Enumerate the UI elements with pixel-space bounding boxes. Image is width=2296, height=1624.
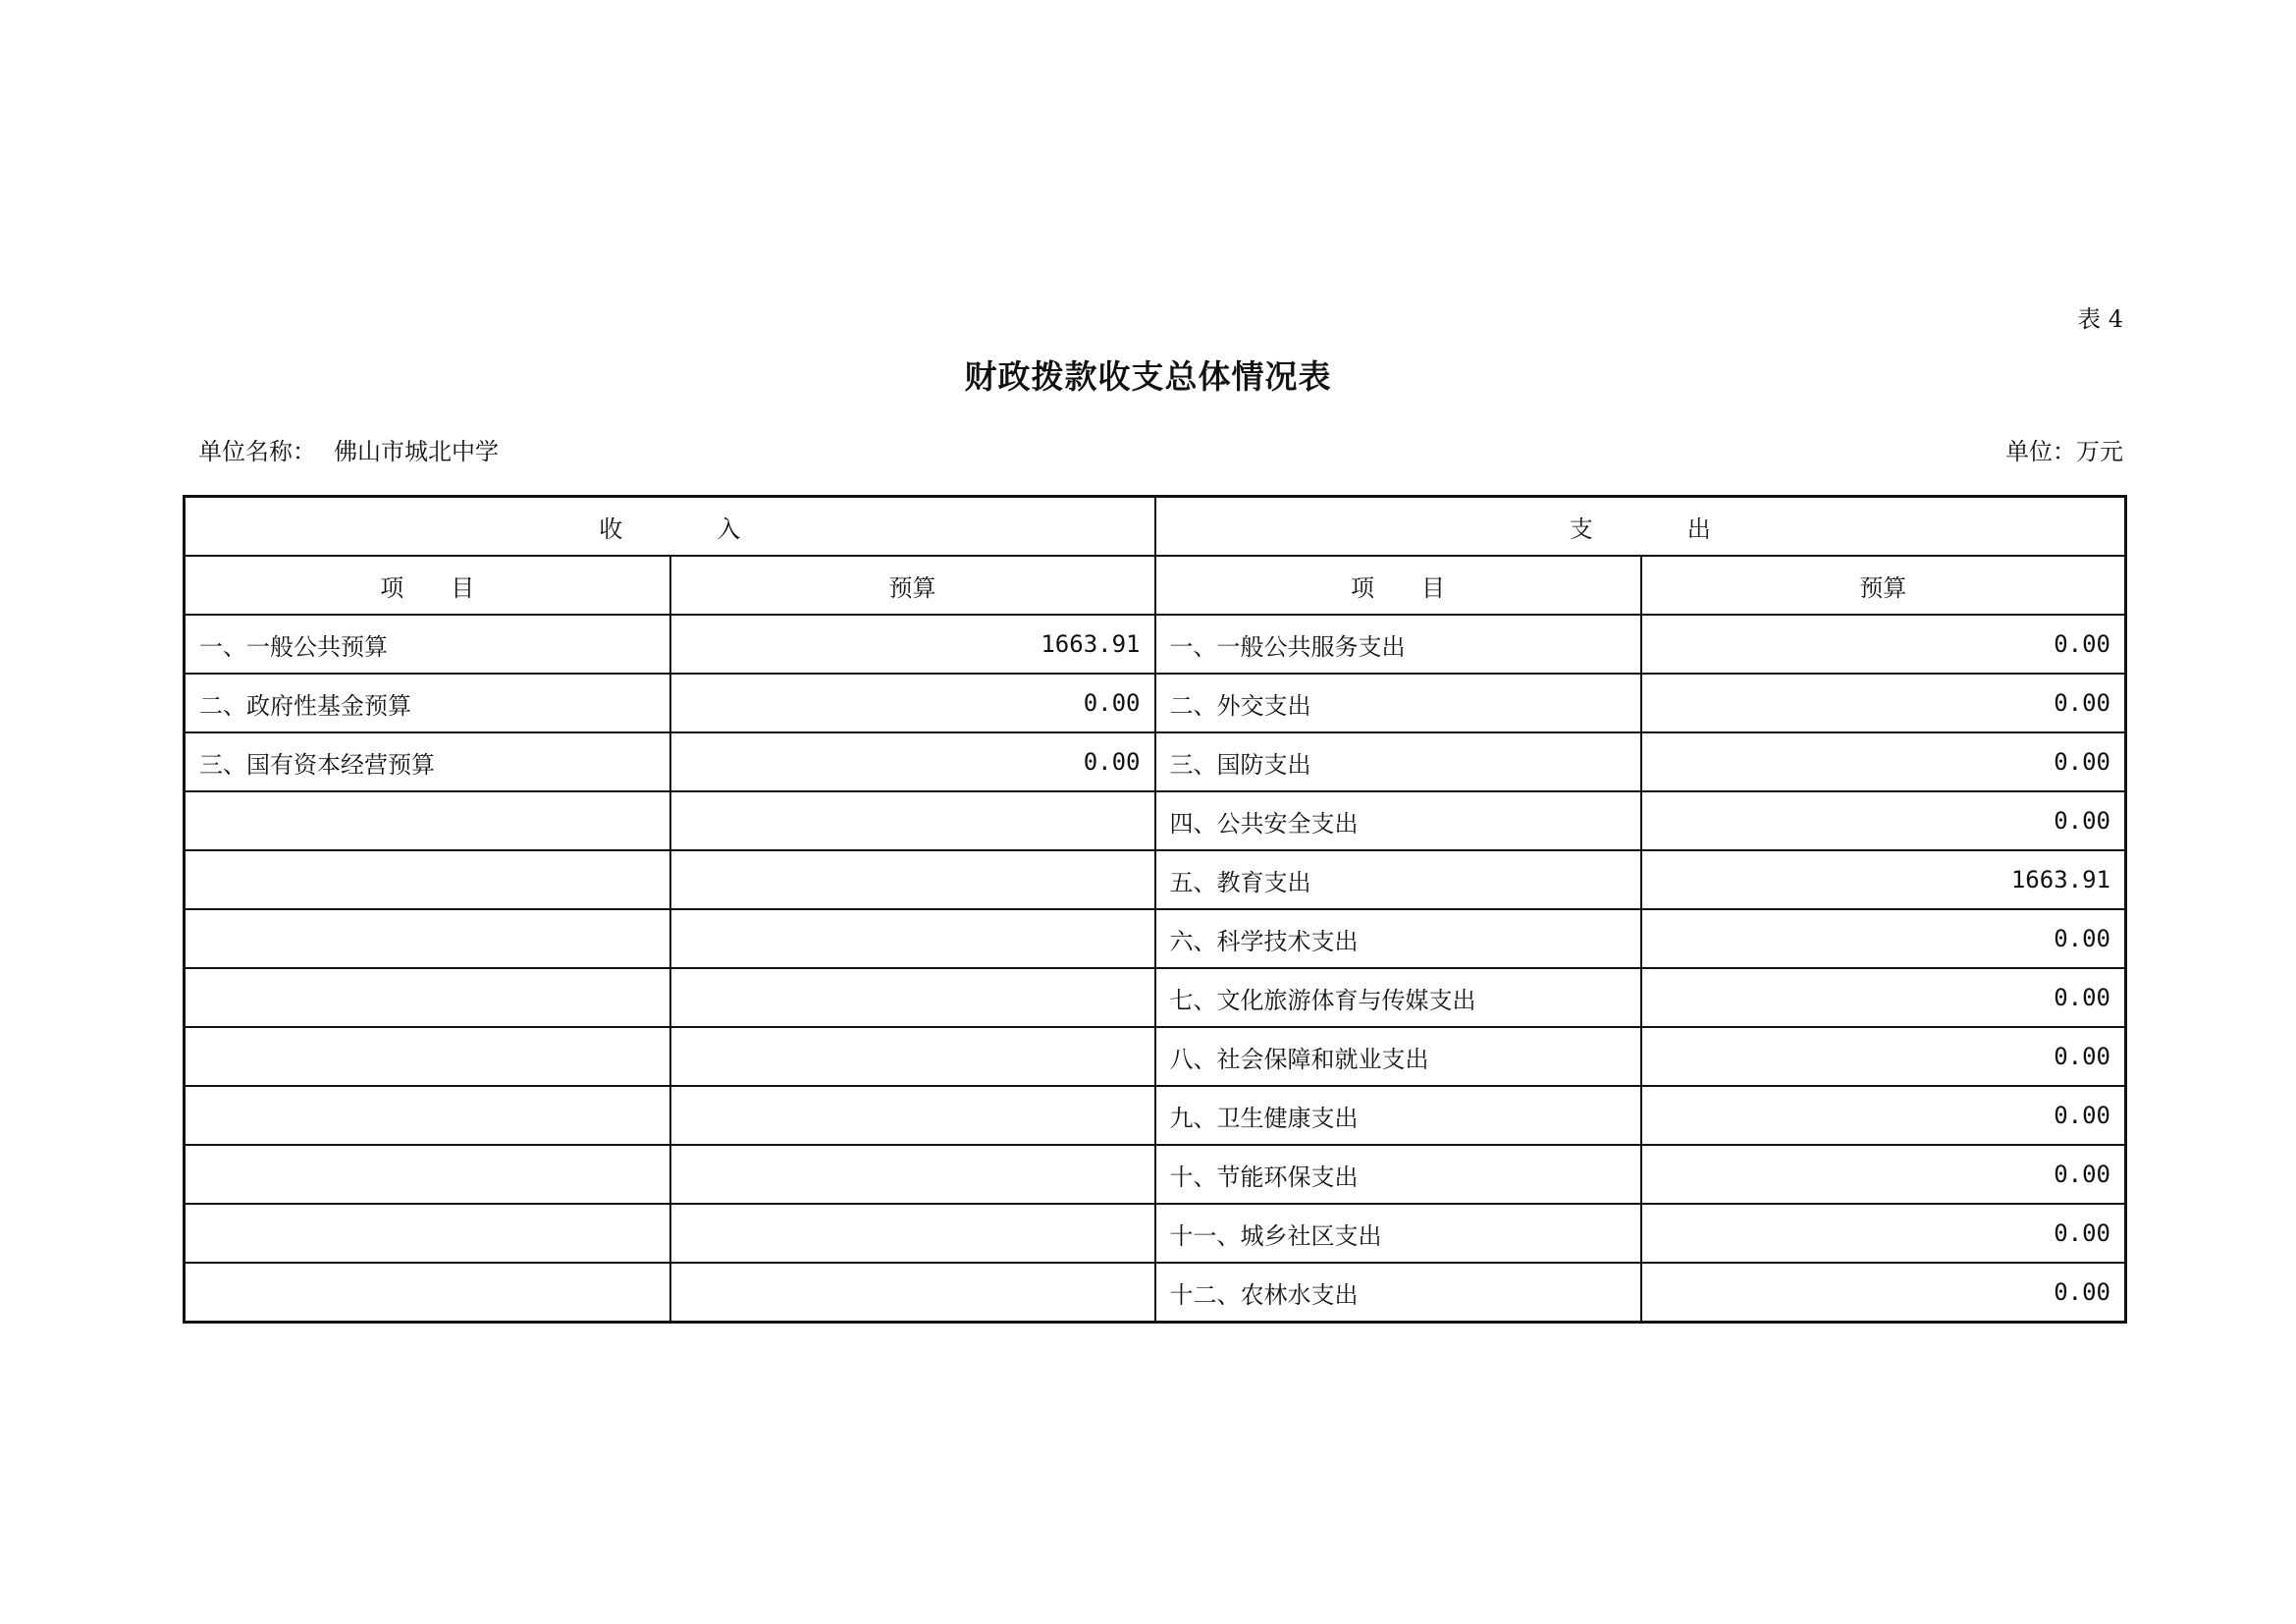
unit-name-label: 单位名称：	[198, 438, 316, 465]
income-budget-cell: 0.00	[670, 674, 1155, 732]
expense-budget-cell: 0.00	[1641, 1086, 2126, 1145]
table-row	[185, 732, 2126, 791]
income-budget-cell	[670, 909, 1155, 968]
income-budget-cell	[670, 791, 1155, 850]
income-item-cell	[185, 1027, 670, 1086]
table-row	[185, 1204, 2126, 1263]
budget-table	[183, 495, 2127, 1324]
table-row	[185, 968, 2126, 1027]
table-row	[185, 909, 2126, 968]
expense-item-cell: 四、公共安全支出	[1155, 791, 1641, 850]
expense-section-header: 支 出	[1155, 497, 2126, 557]
expense-budget-cell: 0.00	[1641, 1263, 2126, 1323]
income-item-cell: 三、国有资本经营预算	[185, 732, 670, 791]
income-budget-cell	[670, 1027, 1155, 1086]
table-row	[185, 1263, 2126, 1323]
expense-item-cell: 五、教育支出	[1155, 850, 1641, 909]
income-item-cell	[185, 968, 670, 1027]
budget-table-body	[185, 497, 2126, 1323]
expense-budget-header: 预算	[1641, 556, 2126, 615]
income-budget-cell	[670, 1086, 1155, 1145]
table-row	[185, 850, 2126, 909]
income-budget-cell	[670, 968, 1155, 1027]
income-item-cell	[185, 791, 670, 850]
section-header-row	[185, 497, 2126, 557]
expense-budget-cell: 0.00	[1641, 732, 2126, 791]
income-item-cell	[185, 1204, 670, 1263]
expense-budget-cell: 0.00	[1641, 791, 2126, 850]
income-item-cell	[185, 850, 670, 909]
income-item-header: 项 目	[185, 556, 670, 615]
income-item-cell	[185, 909, 670, 968]
income-budget-header: 预算	[670, 556, 1155, 615]
expense-item-cell: 七、文化旅游体育与传媒支出	[1155, 968, 1641, 1027]
expense-item-cell: 十、节能环保支出	[1155, 1145, 1641, 1204]
expense-item-cell: 九、卫生健康支出	[1155, 1086, 1641, 1145]
income-item-cell	[185, 1263, 670, 1323]
column-header-row	[185, 556, 2126, 615]
expense-budget-cell: 0.00	[1641, 1027, 2126, 1086]
expense-item-cell: 三、国防支出	[1155, 732, 1641, 791]
table-number: 表 4	[2077, 305, 2123, 333]
table-row	[185, 615, 2126, 674]
expense-item-cell: 十二、农林水支出	[1155, 1263, 1641, 1323]
expense-item-cell: 一、一般公共服务支出	[1155, 615, 1641, 674]
table-row	[185, 1086, 2126, 1145]
income-budget-cell	[670, 1145, 1155, 1204]
expense-budget-cell: 0.00	[1641, 615, 2126, 674]
expense-budget-cell: 0.00	[1641, 1204, 2126, 1263]
page-title: 财政拨款收支总体情况表	[964, 357, 1332, 396]
expense-budget-cell: 0.00	[1641, 674, 2126, 732]
expense-budget-cell: 0.00	[1641, 968, 2126, 1027]
table-row	[185, 1145, 2126, 1204]
expense-item-header: 项 目	[1155, 556, 1641, 615]
expense-budget-cell: 0.00	[1641, 909, 2126, 968]
income-item-cell: 一、一般公共预算	[185, 615, 670, 674]
expense-item-cell: 八、社会保障和就业支出	[1155, 1027, 1641, 1086]
unit-label: 单位：万元	[2005, 438, 2123, 465]
expense-item-cell: 十一、城乡社区支出	[1155, 1204, 1641, 1263]
table-row	[185, 674, 2126, 732]
expense-item-cell: 二、外交支出	[1155, 674, 1641, 732]
expense-item-cell: 六、科学技术支出	[1155, 909, 1641, 968]
expense-budget-cell: 0.00	[1641, 1145, 2126, 1204]
meta-row	[198, 435, 2123, 468]
table-row	[185, 1027, 2126, 1086]
income-item-cell	[185, 1145, 670, 1204]
income-budget-cell: 0.00	[670, 732, 1155, 791]
expense-budget-cell: 1663.91	[1641, 850, 2126, 909]
income-budget-cell	[670, 850, 1155, 909]
table-row	[185, 791, 2126, 850]
income-item-cell: 二、政府性基金预算	[185, 674, 670, 732]
income-section-header: 收 入	[185, 497, 1155, 557]
unit-name-value: 佛山市城北中学	[334, 438, 499, 465]
income-budget-cell: 1663.91	[670, 615, 1155, 674]
income-item-cell	[185, 1086, 670, 1145]
income-budget-cell	[670, 1204, 1155, 1263]
income-budget-cell	[670, 1263, 1155, 1323]
